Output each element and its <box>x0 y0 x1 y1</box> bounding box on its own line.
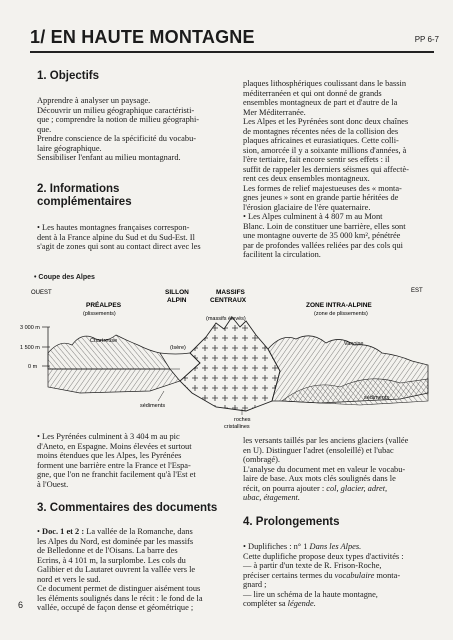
prolongements-text: • Duplifiches : n° 1 Dans les Alpes. Cette duplifiche propose deux types d'activités : — à partir d'un texte de R. Frison-Roche, préciser certains termes du vocabulaire monta- gnard ; — lire un schéma de la haute montagne, compléter sa légende. <box>243 542 435 609</box>
altitude-1500: 1 500 m <box>20 345 40 351</box>
vanoise-label: Vanoise <box>344 341 364 347</box>
diagram-caption: • Coupe des Alpes <box>34 274 95 281</box>
informations-heading: 2. Informations complémentaires <box>37 183 132 208</box>
massifs-label-2: CENTRAUX <box>210 297 247 304</box>
massifs-sub: (massifs élevés) <box>206 316 246 322</box>
chartreuse-label: Chartreuse <box>90 338 118 344</box>
ouest-label: OUEST <box>31 290 52 296</box>
sillon-label-2: ALPIN <box>167 297 187 304</box>
page-reference: PP 6-7 <box>414 35 439 44</box>
objectifs-text: Apprendre à analyser un paysage. Découvrir un milieu géographique caractéristi- que ; comprendre la notion de milieu géographi- que. Prendre conscience de la spécificité du vocabu- laire géographique. Sensibiliser l'enfant au milieu montagnard. <box>37 96 200 162</box>
altitude-3000: 3 000 m <box>20 325 40 331</box>
roches-label-1: roches <box>234 417 251 423</box>
sillon-label-1: SILLON <box>165 289 189 296</box>
page-number: 6 <box>18 600 24 610</box>
zone-label: ZONE INTRA-ALPINE <box>306 302 372 309</box>
altitude-0: 0 m <box>28 364 38 370</box>
massifs-label-1: MASSIFS <box>216 289 245 296</box>
informations-text-continued: plaques lithosphériques coulissant dans le bassin méditerranéen et qui ont donné de grands ensembles montagneux de part et d'autre de la Mer Méditerranée. Les Alpes et les Pyrénées sont donc deux chaînes de montagnes récentes nées de la collision des plaques africaines et eurasiatiques. Cette colli- sion, amorcée il y a soixante millions d'années, à l'ère tertiaire, fait encore sentir ses effets : il suffit de rappeler les derniers séismes qui affectè- rent ces deux ensembles montagneux. Les formes de relief majestueuses des « monta- gnes jeunes » sont en grande partie héritées de l'érosion glaciaire de l'ère quaternaire. • Les Alpes culminent à 4 807 m au Mont Blanc. Loin de constituer une barrière, elles sont une montagne ouverte de 35 000 km², pénétrée par de profondes vallées reliées par des cols qui facilitent la circulation. <box>243 79 435 260</box>
commentaires-text-continued: les versants taillés par les anciens glaciers (vallée en U). Distinguer l'adret (ensoleillé) et l'ubac (ombragé). L'analyse du document met en valeur le vocabu- laire de base. Aux mots clés soulignés dans le récit, on pourra ajouter : col, glacier, adret, ubac, étagement. <box>243 436 409 502</box>
sediments-left-label: sédiments <box>140 403 166 409</box>
est-label: EST <box>411 288 423 294</box>
commentaires-text: • Doc. 1 et 2 : La vallée de la Romanche, dans les Alpes du Nord, est dominée par les massifs de Belledonne et de l'Oisans. La barre des Ecrins, à 4 101 m, la surplombe. Les cols du Galibier et du Lautaret ouvrent la vallée vers le nord et vers le sud. Ce document permet de distinguer aisément tous les éléments soulignés dans le récit : le fond de la vallée, occupé de façon dense et géométrique ; <box>37 527 227 613</box>
prealpes-sub: (plissements) <box>83 311 116 317</box>
zone-sub: (zone de plissements) <box>314 311 368 317</box>
page-title: 1/ EN HAUTE MONTAGNE <box>30 27 255 47</box>
commentaires-heading: 3. Commentaires des documents <box>37 502 218 514</box>
informations-text: • Les hautes montagnes françaises correspon- dent à la France alpine du Sud et du Sud-Est. Il s'agit de zones qui sont au contact direct avec les <box>37 223 227 252</box>
objectifs-heading: 1. Objectifs <box>37 70 99 82</box>
isere-label: (Isère) <box>170 345 186 351</box>
alps-cross-section <box>20 283 440 431</box>
prolongements-heading: 4. Prolongements <box>243 516 340 528</box>
roches-label-2: cristallines <box>224 424 250 430</box>
prealpes-label: PRÉALPES <box>86 302 122 309</box>
sediments-right-label: sédiments <box>364 395 390 401</box>
pyrenees-text: • Les Pyrénées culminent à 3 404 m au pic d'Aneto, en Espagne. Moins élevées et surtout moins étendues que les Alpes, les Pyrénées forment une barrière entre la France et l'Espa- gne, que l'on ne franchit facilement qu'à l'Est et à l'Ouest. <box>37 432 227 489</box>
title-rule <box>30 51 434 53</box>
